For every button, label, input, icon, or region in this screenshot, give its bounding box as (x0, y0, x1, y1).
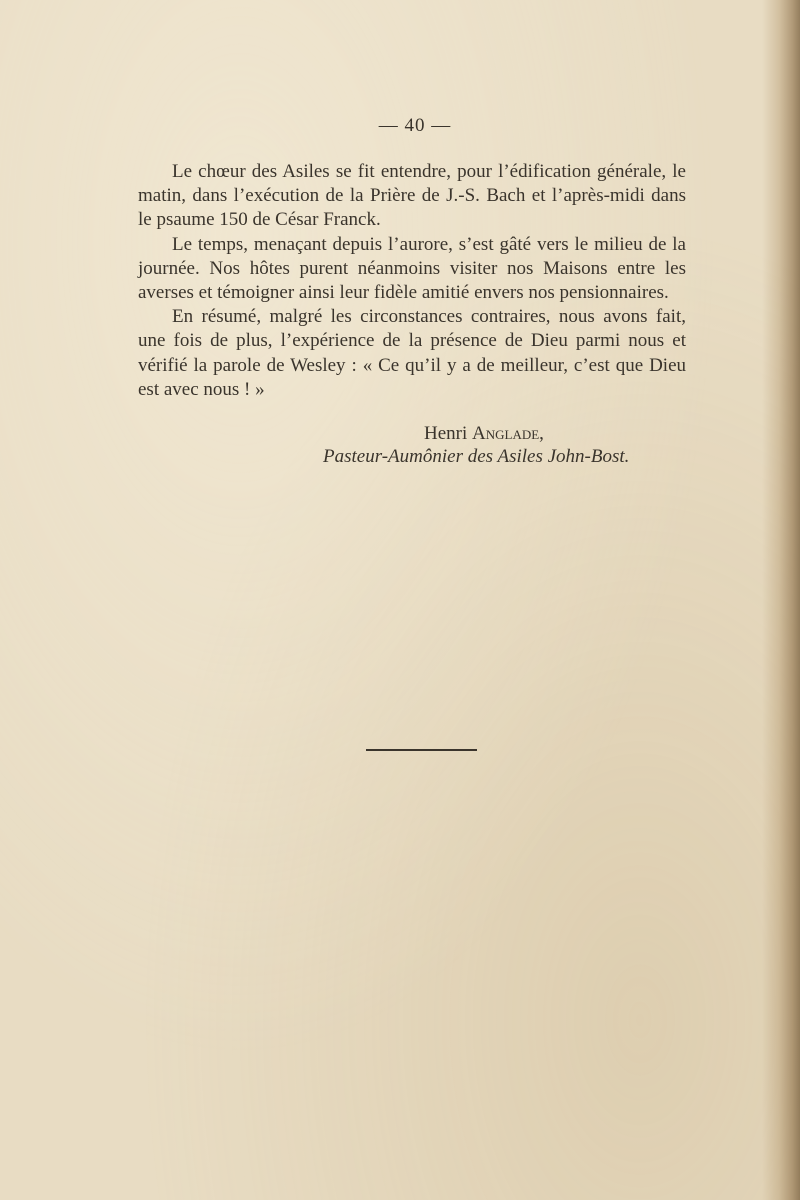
page-number: — 40 — (378, 115, 452, 136)
end-divider (366, 749, 477, 751)
page-edge-shadow (762, 0, 800, 1200)
paragraph: Le chœur des Asiles se fit entendre, pour l’édification générale, le matin, dans l’exécution de la Prière de J.-S. Bach et l’après-midi dans le psaume 150 de César Franck. (138, 161, 686, 231)
paragraph: En résumé, malgré les circonstances contraires, nous avons fait, une fois de plus, l’expérience de la présence de Dieu parmi nous et vérifié la parole de Wesley : « Ce qu’il y a de meilleur, c’est que Dieu est avec nous ! » (138, 306, 686, 400)
body-text (138, 160, 686, 402)
signature-last-name: Anglade, (472, 423, 544, 444)
signature-first-name: Henri (424, 423, 468, 444)
paragraph: Le temps, menaçant depuis l’aurore, s’est gâté vers le milieu de la journée. Nos hôtes purent néanmoins visiter nos Maisons entre les averses et témoigner ainsi leur fidèle amitié envers nos pensionnaires. (138, 233, 686, 304)
signature-title: Pasteur-Aumônier des Asiles John-Bost. (323, 446, 630, 467)
signature-name (424, 423, 544, 445)
